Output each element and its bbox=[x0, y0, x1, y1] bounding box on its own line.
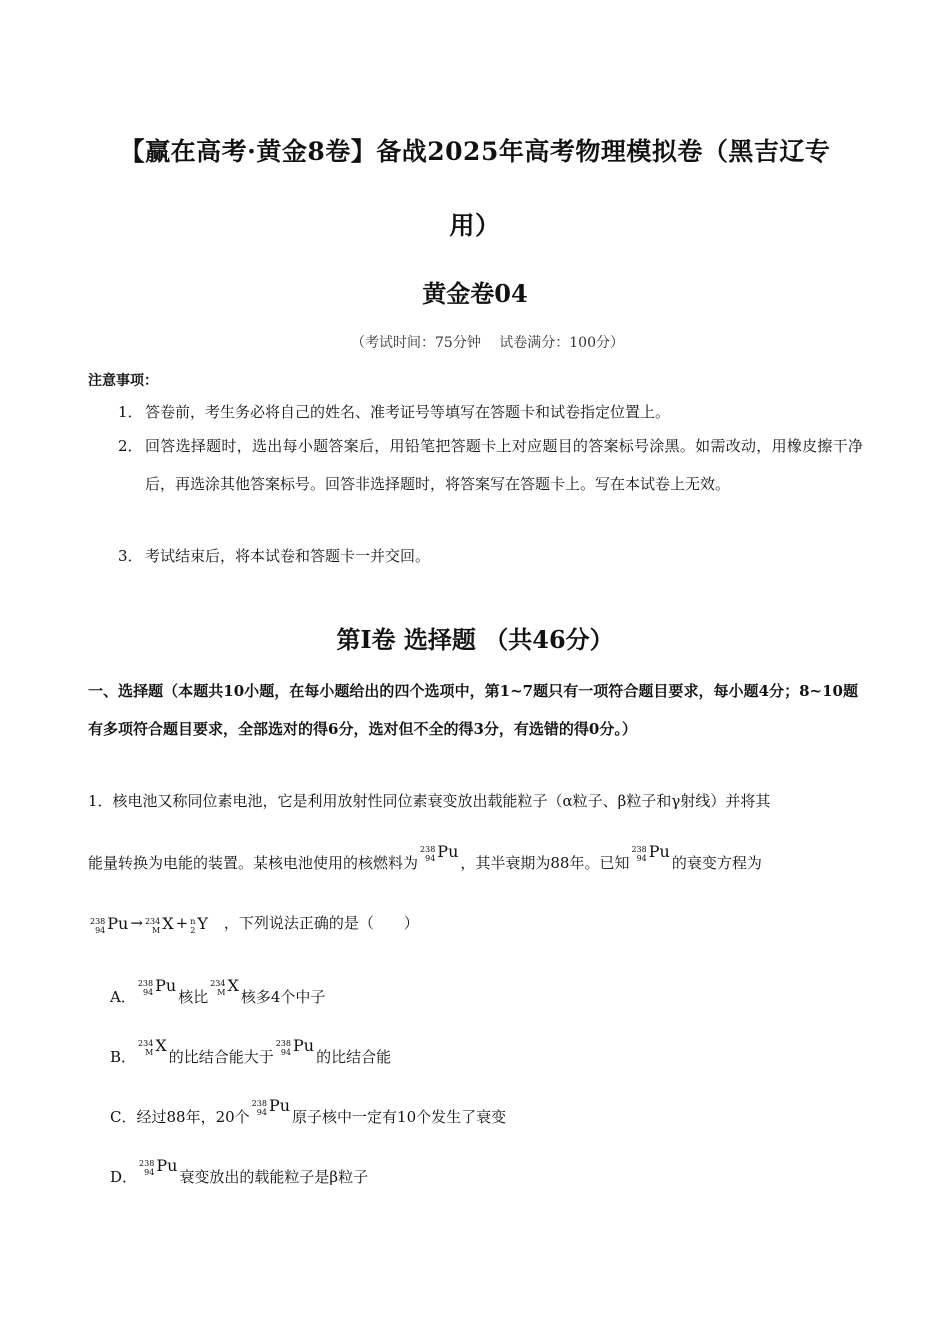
mass-number: n bbox=[190, 917, 196, 926]
nuclide-x bbox=[138, 1036, 167, 1067]
element-symbol: Pu bbox=[648, 842, 670, 861]
option-d bbox=[110, 1156, 369, 1187]
element-symbol: Pu bbox=[293, 1036, 315, 1055]
atomic-number: 94 bbox=[142, 988, 154, 997]
notice-item-number: 1． bbox=[118, 403, 143, 421]
element-symbol: Pu bbox=[155, 976, 177, 995]
mass-number: 238 bbox=[90, 917, 106, 926]
option-text: 原子核中一定有10个发生了衰变 bbox=[292, 1108, 507, 1126]
atomic-number: 94 bbox=[95, 926, 106, 935]
atomic-number: 2 bbox=[190, 926, 196, 935]
question-1-line1: 1．核电池又称同位素电池，它是利用放射性同位素衰变放出载能粒子（α粒子、β粒子和γ射线）并将其 bbox=[88, 792, 771, 810]
question-1-line2 bbox=[88, 842, 762, 873]
atomic-number: 94 bbox=[280, 1048, 291, 1057]
element-symbol: Y bbox=[197, 914, 208, 933]
mass-number: 238 bbox=[420, 845, 436, 854]
mass-number: 238 bbox=[137, 979, 154, 988]
exam-info: （考试时间：75分钟 试卷满分：100分） bbox=[351, 335, 624, 351]
notice-item bbox=[118, 537, 863, 575]
element-symbol: Pu bbox=[437, 842, 459, 861]
question-text: ，其半衰期为88年。已知 bbox=[460, 854, 630, 872]
section-title: 第Ⅰ卷 选择题 （共46分） bbox=[336, 625, 614, 654]
question-text: 的衰变方程为 bbox=[671, 854, 762, 872]
nuclide-x bbox=[145, 914, 174, 933]
mass-number: 234 bbox=[138, 1039, 154, 1048]
mass-number: 238 bbox=[139, 1159, 155, 1168]
element-symbol: Pu bbox=[107, 914, 129, 933]
option-label: A． bbox=[110, 988, 136, 1006]
atomic-number: M bbox=[145, 1048, 154, 1057]
option-text: 衰变放出的载能粒子是β粒子 bbox=[179, 1168, 369, 1186]
option-text: 核比 bbox=[178, 988, 209, 1006]
atomic-number: 94 bbox=[256, 1108, 267, 1117]
nuclide-pu238 bbox=[137, 976, 177, 1007]
nuclide-pu238 bbox=[631, 842, 670, 873]
atomic-number: 94 bbox=[144, 1168, 155, 1177]
atomic-number: M bbox=[152, 926, 161, 935]
option-text: 的比结合能大于 bbox=[168, 1048, 274, 1066]
nuclide-y bbox=[190, 914, 208, 933]
exam-title-line2: 用） bbox=[449, 211, 501, 240]
element-symbol: X bbox=[227, 976, 239, 995]
element-symbol: X bbox=[155, 1036, 167, 1055]
mass-number: 234 bbox=[210, 979, 226, 988]
atomic-number: M bbox=[217, 988, 226, 997]
notice-item-number: 2． bbox=[118, 437, 143, 455]
option-label: C． bbox=[110, 1108, 137, 1126]
notice-item-text: 答卷前，考生务必将自己的姓名、准考证号等填写在答题卡和试卷指定位置上。 bbox=[145, 403, 671, 421]
paper-subtitle: 黄金卷04 bbox=[422, 279, 528, 308]
element-symbol: Pu bbox=[156, 1156, 178, 1175]
option-c bbox=[110, 1096, 507, 1127]
option-b bbox=[110, 1036, 392, 1067]
nuclide-pu238 bbox=[275, 1036, 315, 1067]
atomic-number: 94 bbox=[425, 854, 436, 863]
notice-item bbox=[118, 427, 863, 503]
mass-number: 238 bbox=[631, 845, 647, 854]
nuclide-pu238 bbox=[90, 914, 128, 933]
notice-item-text: 回答选择题时，选出每小题答案后，用铅笔把答题卡上对应题目的答案标号涂黑。如需改动，用橡皮擦干净后，再选涂其他答案标号。回答非选择题时，将答案写在答题卡上。写在本试卷上无效。 bbox=[145, 437, 863, 493]
mass-number: 238 bbox=[275, 1039, 291, 1048]
option-a bbox=[110, 976, 326, 1007]
nuclide-pu238 bbox=[251, 1096, 291, 1127]
option-text: 核多4个中子 bbox=[240, 988, 326, 1006]
mass-number: 234 bbox=[144, 917, 161, 926]
arrow-symbol: → bbox=[130, 914, 143, 932]
option-text: 经过88年，20个 bbox=[136, 1108, 250, 1126]
notice-item bbox=[118, 393, 863, 431]
nuclide-x bbox=[210, 976, 239, 1007]
nuclide-pu238 bbox=[139, 1156, 178, 1187]
decay-equation-line bbox=[88, 912, 419, 933]
mass-number: 238 bbox=[251, 1099, 267, 1108]
option-label: B． bbox=[110, 1048, 137, 1066]
atomic-number: 94 bbox=[636, 854, 647, 863]
notice-item-number: 3． bbox=[118, 547, 143, 565]
nuclide-pu238 bbox=[420, 842, 459, 873]
notice-heading: 注意事项： bbox=[88, 373, 158, 389]
section-instructions: 一、选择题（本题共10小题，在每小题给出的四个选项中，第1~7题只有一项符合题目要求，每小题4分；8~10题有多项符合题目要求，全部选对的得6分，选对但不全的得3分，有选错的得0分。） bbox=[88, 682, 858, 738]
question-text: 能量转换为电能的装置。某核电池使用的核燃料为 bbox=[88, 854, 419, 872]
notice-item-text: 考试结束后，将本试卷和答题卡一并交回。 bbox=[145, 547, 431, 565]
option-label: D． bbox=[110, 1168, 138, 1186]
element-symbol: X bbox=[162, 914, 174, 933]
question-text: ，下列说法正确的是（ ） bbox=[223, 914, 419, 932]
exam-title-line1: 【赢在高考·黄金8卷】备战2025年高考物理模拟卷（黑吉辽专 bbox=[119, 137, 831, 166]
option-text: 的比结合能 bbox=[316, 1048, 392, 1066]
element-symbol: Pu bbox=[268, 1096, 291, 1115]
plus-symbol: + bbox=[175, 914, 189, 932]
